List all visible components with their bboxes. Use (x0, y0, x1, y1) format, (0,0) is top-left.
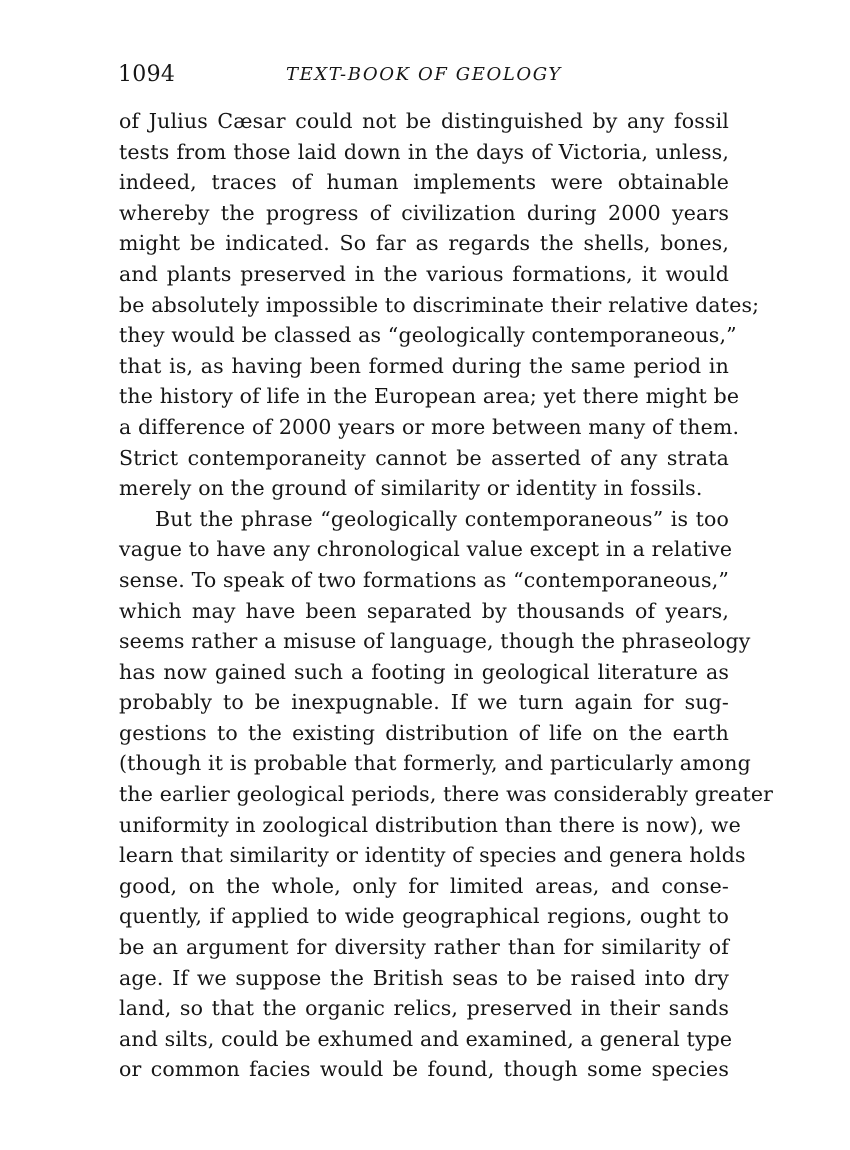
page-number: 1094 (118, 62, 176, 87)
text-line: learn that similarity or identity of species and genera holds (119, 843, 746, 868)
text-line: be an argument for diversity rather than for similarity of (119, 935, 729, 960)
text-line: the earlier geological periods, there was considerably greater (119, 782, 774, 807)
text-line: that is, as having been formed during the same period in (119, 353, 729, 378)
text-line: Strict contemporaneity cannot be asserted of any strata (119, 445, 729, 470)
paragraph-2 (119, 504, 774, 1085)
page-header (118, 62, 728, 96)
text-line: quently, if applied to wide geographical regions, ought to (119, 904, 729, 929)
text-line: indeed, traces of human implements were obtainable (119, 170, 729, 195)
running-title: TEXT-BOOK OF GEOLOGY (286, 64, 562, 85)
text-line: tests from those laid down in the days of Victoria, unless, (119, 139, 729, 164)
text-line: or common facies would be found, though some species (119, 1057, 729, 1082)
text-line: good, on the whole, only for limited areas, and conse- (119, 873, 729, 898)
text-line: probably to be inexpugnable. If we turn again for sug- (119, 690, 729, 715)
text-line: (though it is probable that formerly, and particularly among (119, 751, 751, 776)
text-line: be absolutely impossible to discriminate their relative dates; (119, 292, 760, 317)
text-line: But the phrase “geologically contemporaneous” is too (155, 506, 729, 531)
text-line: uniformity in zoological distribution than there is now), we (119, 812, 741, 837)
text-line: sense. To speak of two formations as “contemporaneous,” (119, 567, 729, 592)
text-line: vague to have any chronological value except in a relative (119, 537, 733, 562)
text-line: might be indicated. So far as regards the shells, bones, (119, 231, 729, 256)
text-line: land, so that the organic relics, preserved in their sands (119, 996, 729, 1021)
text-line: of Julius Cæsar could not be distinguished by any fossil (119, 109, 729, 133)
paragraph-1 (119, 106, 760, 504)
text-line: and plants preserved in the various formations, it would (119, 261, 729, 286)
text-line: seems rather a misuse of language, though the phraseology (119, 629, 751, 654)
text-line: gestions to the existing distribution of life on the earth (119, 720, 729, 745)
text-line: a difference of 2000 years or more between many of them. (119, 414, 740, 439)
text-line: and silts, could be exhumed and examined, a general type (119, 1026, 733, 1051)
text-line: the history of life in the European area; yet there might be (119, 384, 740, 409)
text-line: whereby the progress of civilization during 2000 years (119, 200, 729, 225)
text-line: which may have been separated by thousands of years, (119, 598, 729, 623)
text-line: age. If we suppose the British seas to be raised into dry (119, 965, 729, 990)
text-line: they would be classed as “geologically contemporaneous,” (119, 323, 737, 348)
text-line: has now gained such a footing in geological literature as (119, 659, 729, 684)
body-text (119, 106, 774, 1085)
text-line: merely on the ground of similarity or identity in fossils. (119, 476, 703, 501)
